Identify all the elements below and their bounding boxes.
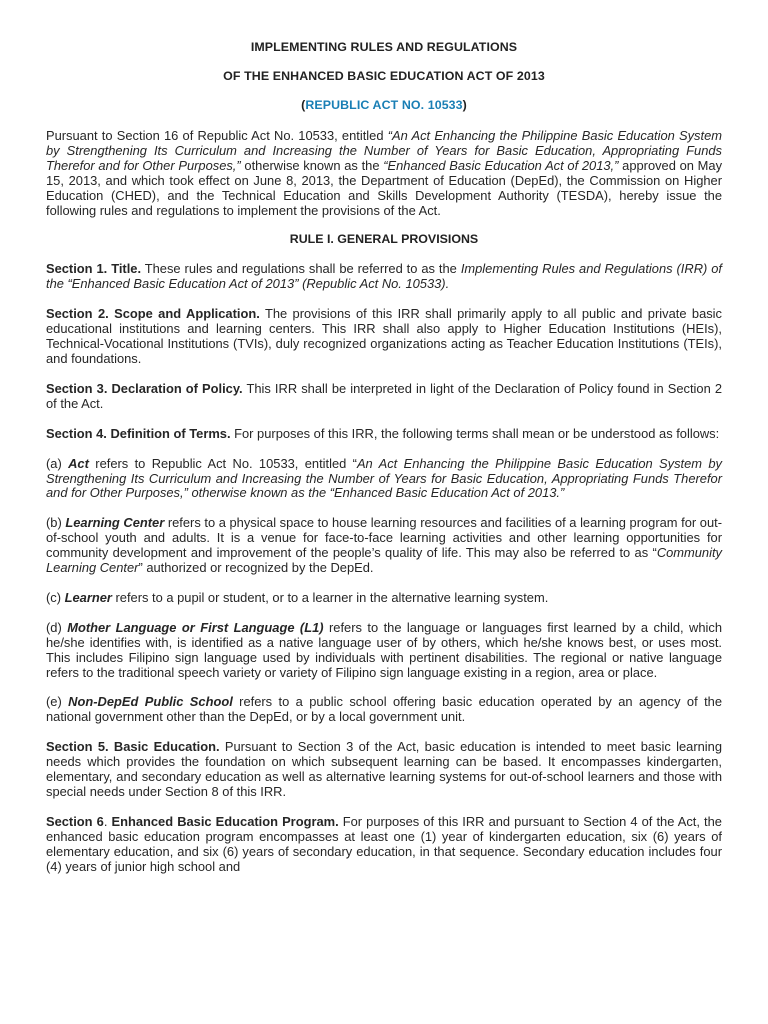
section-3: Section 3. Declaration of Policy. This IRR shall be interpreted in light of the Declaration of Policy found in Section 2 of the Act.	[46, 380, 722, 411]
definition-term: Learner	[64, 589, 112, 605]
definition-a: (a) Act refers to Republic Act No. 10533, entitled “An Act Enhancing the Philippine Basic Education System by Strengthening Its Curriculum and Increasing the Number of Years for Basic Education, Appropriating Funds Therefor and for Other Purposes,” otherwise known as the “Enhanced Basic Education Act of 2013.”	[46, 455, 722, 501]
section-label: Section 6	[46, 813, 104, 829]
intro-paragraph: Pursuant to Section 16 of Republic Act No. 10533, entitled “An Act Enhancing the Philippine Basic Education System by Strengthening Its Curriculum and Increasing the Number of Years for Basic Education, Appropriating Funds Therefor and for Other Purposes,” otherwise known as the “Enhanced Basic Education Act of 2013,” approved on May 15, 2013, and which took effect on June 8, 2013, the Department of Education (DepEd), the Commission on Higher Education (CHED), and the Technical Education and Skills Development Authority (TESDA), hereby issue the following rules and regulations to implement the provisions of the Act.	[46, 128, 723, 218]
definition-e: (e) Non-DepEd Public School refers to a public school offering basic education operated by an agency of the national government other than the DepEd, or by a local government unit.	[46, 694, 722, 725]
paren-close: )	[462, 98, 467, 112]
definition-term: Mother Language or First Language (L1)	[67, 619, 324, 635]
paren-open: (	[301, 98, 306, 112]
section-label: Section 5. Basic Education.	[46, 739, 220, 755]
section-2: Section 2. Scope and Application. The provisions of this IRR shall primarily apply to all public and private basic educational institutions and learning centers. This IRR shall also apply to Higher Education Institutions (HEIs), Technical-Vocational Institutions (TVIs), duly recognized organizations acting as Teacher Education Institutions (TEIs), and foundations.	[46, 306, 722, 366]
definition-d: (d) Mother Language or First Language (L1) refers to the language or languages first learned by a child, which he/she identifies with, is identified as a native language user of by others, which he/she knows best, or uses most. This includes Filipino sign language used by individuals with pertinent disabilities. The regional or native language refers to the traditional speech variety or variety of Filipino sign language existing in a region, area or place.	[46, 619, 723, 680]
section-label: Section 1. Title.	[46, 261, 142, 277]
section-4: Section 4. Definition of Terms. For purposes of this IRR, the following terms shall mean or be understood as follows:	[46, 425, 720, 441]
section-1: Section 1. Title. These rules and regulations shall be referred to as the Implementing Rules and Regulations (IRR) of the “Enhanced Basic Education Act of 2013” (Republic Act No. 10533).	[46, 261, 722, 292]
section-label: Section 4. Definition of Terms.	[46, 425, 231, 441]
republic-act-link[interactable]: REPUBLIC ACT NO. 10533	[305, 98, 463, 112]
definition-term: Learning Center	[65, 515, 165, 531]
republic-act-line	[46, 98, 722, 113]
definition-term: Act	[68, 455, 89, 471]
definition-b: (b) Learning Center refers to a physical space to house learning resources and facilities of a learning program for out-of-school youth and adults. It is a venue for face-to-face learning activities and other learning opportunities for community development and improvement of the people’s quality of life. This may also be referred to as “Community Learning Center” authorized or recognized by the DepEd.	[46, 515, 722, 576]
rule-heading: RULE I. GENERAL PROVISIONS	[289, 232, 479, 247]
document-title: IMPLEMENTING RULES AND REGULATIONS	[250, 40, 518, 54]
section-label-title: Enhanced Basic Education Program.	[111, 813, 339, 829]
definition-c: (c) Learner refers to a pupil or student, or to a learner in the alternative learning system.	[46, 589, 549, 605]
section-label: Section 3. Declaration of Policy.	[46, 380, 243, 396]
definition-term: Non-DepEd Public School	[68, 694, 233, 710]
section-5: Section 5. Basic Education. Pursuant to Section 3 of the Act, basic education is intended to meet basic learning needs which provides the foundation on which subsequent learning can be based. It encompasses kindergarten, elementary, and secondary education as well as alternative learning systems for out-of-school learners and those with special needs under Section 8 of this IRR.	[46, 739, 722, 799]
section-label: Section 2. Scope and Application.	[46, 306, 260, 322]
document-subtitle: OF THE ENHANCED BASIC EDUCATION ACT OF 2013	[223, 69, 545, 83]
section-6: Section 6. Enhanced Basic Education Program. For purposes of this IRR and pursuant to Section 4 of the Act, the enhanced basic education program encompasses at least one (1) year of kindergarten education, six (6) years of elementary education, and six (6) years of secondary education, in that sequence. Secondary education includes four (4) years of junior high school and	[46, 813, 722, 874]
